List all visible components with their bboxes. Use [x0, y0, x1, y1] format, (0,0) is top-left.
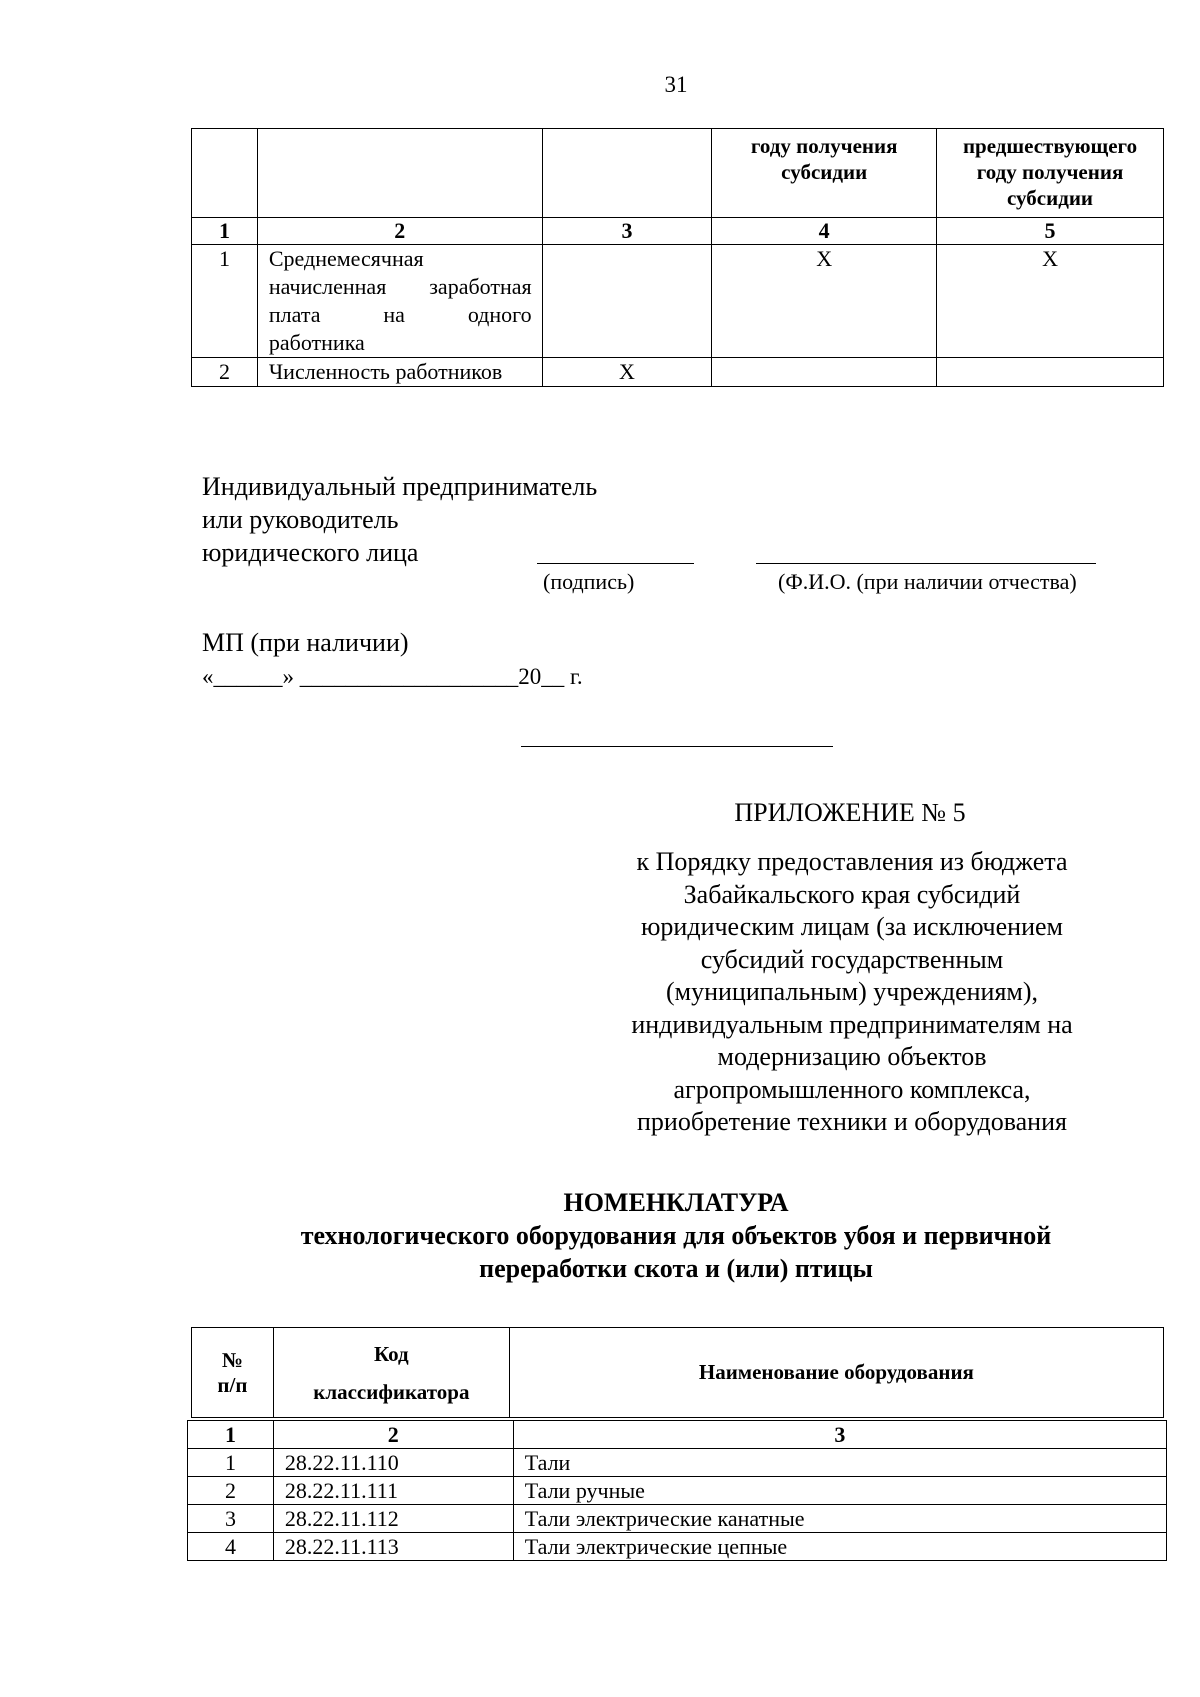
table-row: 2 28.22.11.111 Тали ручные: [188, 1477, 1167, 1505]
page-number: 31: [664, 72, 688, 97]
nomenclature-title: НОМЕНКЛАТУРА технологического оборудования для объектов убоя и первичной переработки скота и (или) птицы: [300, 1188, 1052, 1283]
header-equipment-name: Наименование оборудования: [509, 1328, 1163, 1418]
table-row: 1 28.22.11.110 Тали: [188, 1449, 1167, 1477]
name-caption: (Ф.И.О. (при наличии отчества): [778, 569, 1077, 594]
indicators-table: [191, 128, 1164, 387]
table-header-row: [192, 129, 1164, 218]
separator-line: [521, 746, 833, 747]
row-name: Среднемесячная начисленная заработная плата на одного работника: [257, 245, 542, 358]
table-row: 2 Численность работников Х: [192, 358, 1164, 387]
stamp-label: МП (при наличии): [202, 628, 409, 657]
header-number: № п/п: [192, 1328, 274, 1418]
equipment-table-header: [191, 1327, 1164, 1418]
signature-caption: (подпись): [543, 569, 635, 594]
table-row: 3 28.22.11.112 Тали электрические канатные: [188, 1505, 1167, 1533]
header-current-year: году получения субсидии: [712, 129, 937, 218]
table-row: 1 Среднемесячная начисленная заработная плата на одного работника Х Х: [192, 245, 1164, 358]
table-header-row: [192, 1328, 1164, 1418]
name-line: [756, 563, 1096, 564]
date-field: «______» ___________________20__ г.: [202, 664, 583, 689]
signature-line: [537, 563, 694, 564]
column-number-row: 1 2 3: [188, 1421, 1167, 1449]
appendix-title: ПРИЛОЖЕНИЕ № 5: [734, 798, 966, 827]
signatory-title: Индивидуальный предприниматель или руководитель юридического лица: [202, 472, 598, 567]
column-number-row: 1 2 3 4 5: [192, 218, 1164, 245]
table-row: 4 28.22.11.113 Тали электрические цепные: [188, 1533, 1167, 1561]
header-code: Код классификатора: [273, 1328, 509, 1418]
equipment-table: [187, 1420, 1167, 1561]
header-previous-year: предшествующего году получения субсидии: [937, 129, 1164, 218]
appendix-description: к Порядку предоставления из бюджета Забайкальского края субсидий юридическим лицам (за исключением субсидий государственным (муниципальным) учреждениям), индивидуальным предпринимателям на модернизацию объектов агропромышленного комплекса, приобретение техники и оборудования: [631, 847, 1073, 1136]
